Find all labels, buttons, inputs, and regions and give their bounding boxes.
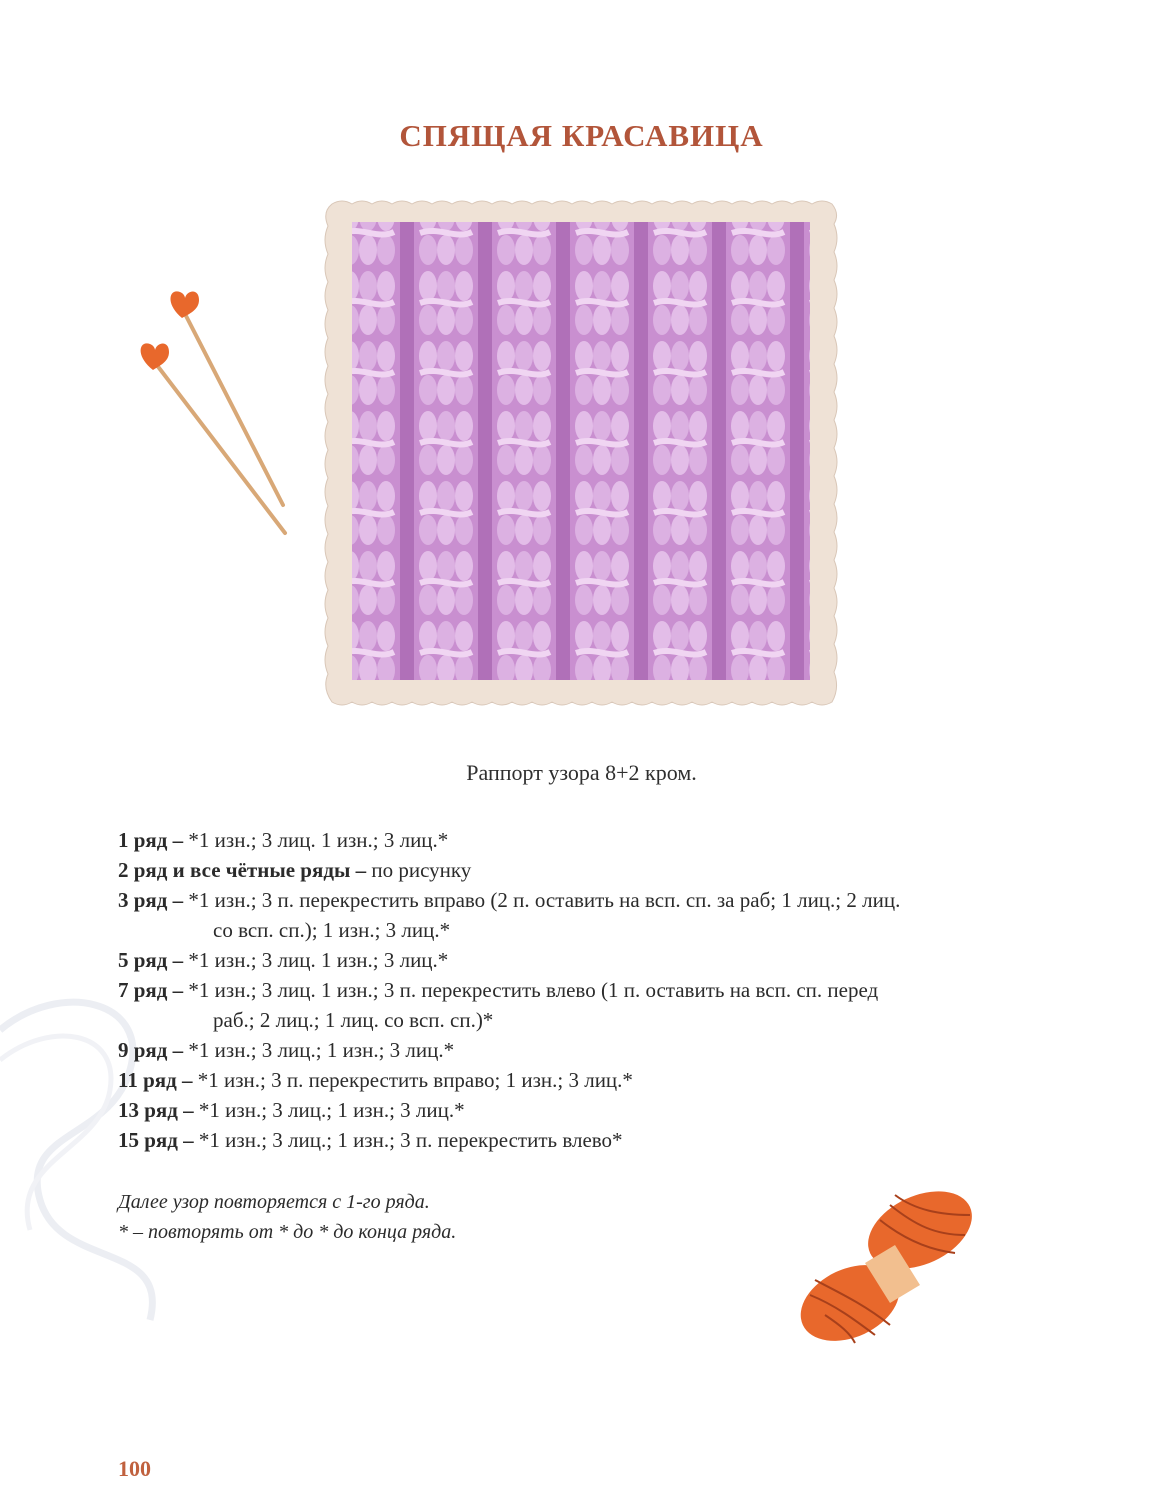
row-text: по рисунку [371, 858, 472, 882]
page-title: СПЯЩАЯ КРАСАВИЦА [399, 118, 764, 153]
row-number: 13 ряд – [118, 1098, 194, 1122]
row-text: *1 изн.; 3 лиц.; 1 изн.; 3 лиц.* [198, 1098, 465, 1122]
row-number: 3 ряд – [118, 888, 184, 912]
note-repeat: Далее узор повторяется с 1-го ряда. [118, 1191, 430, 1213]
instruction-row [118, 885, 1058, 945]
note-asterisk: * – повторять от * до * до конца ряда. [118, 1221, 457, 1243]
yarn-skein-icon [795, 1185, 985, 1350]
row-text: *1 изн.; 3 лиц.; 1 изн.; 3 лиц.* [188, 1038, 455, 1062]
row-number: 7 ряд – [118, 978, 184, 1002]
row-number: 1 ряд – [118, 828, 184, 852]
row-text: *1 изн.; 3 п. перекрестить вправо; 1 изн.; 3 лиц.* [197, 1068, 633, 1092]
page-number: 100 [118, 1456, 151, 1481]
row-text-continued: со всп. сп.); 1 изн.; 3 лиц.* [213, 918, 451, 942]
instruction-row [118, 855, 1058, 885]
instruction-row [118, 1125, 1058, 1155]
instruction-row [118, 1095, 1058, 1125]
row-number: 9 ряд – [118, 1038, 184, 1062]
knitting-sample-photo [322, 198, 840, 708]
pattern-rapport: Раппорт узора 8+2 кром. [466, 760, 697, 785]
row-text-continued: раб.; 2 лиц.; 1 лиц. со всп. сп.)* [213, 1008, 494, 1032]
row-text: *1 изн.; 3 лиц. 1 изн.; 3 п. перекрестить влево (1 п. оставить на всп. сп. перед [188, 978, 879, 1002]
instruction-row [118, 975, 1058, 1035]
instruction-row [118, 825, 1058, 855]
row-text: *1 изн.; 3 лиц.; 1 изн.; 3 п. перекрестить влево* [198, 1128, 623, 1152]
row-number: 15 ряд – [118, 1128, 194, 1152]
row-text: *1 изн.; 3 лиц. 1 изн.; 3 лиц.* [188, 948, 449, 972]
instruction-row [118, 1035, 1058, 1065]
instruction-row [118, 1065, 1058, 1095]
row-text: *1 изн.; 3 лиц. 1 изн.; 3 лиц.* [188, 828, 449, 852]
notes [118, 1187, 456, 1247]
instruction-rows [118, 825, 1058, 1155]
row-text: *1 изн.; 3 п. перекрестить вправо (2 п. оставить на всп. сп. за раб; 1 лиц.; 2 лиц. [188, 888, 901, 912]
knitting-needles-icon [125, 280, 300, 545]
row-number: 5 ряд – [118, 948, 184, 972]
row-number: 11 ряд – [118, 1068, 193, 1092]
row-number: 2 ряд и все чётные ряды – [118, 858, 367, 882]
instruction-row [118, 945, 1058, 975]
